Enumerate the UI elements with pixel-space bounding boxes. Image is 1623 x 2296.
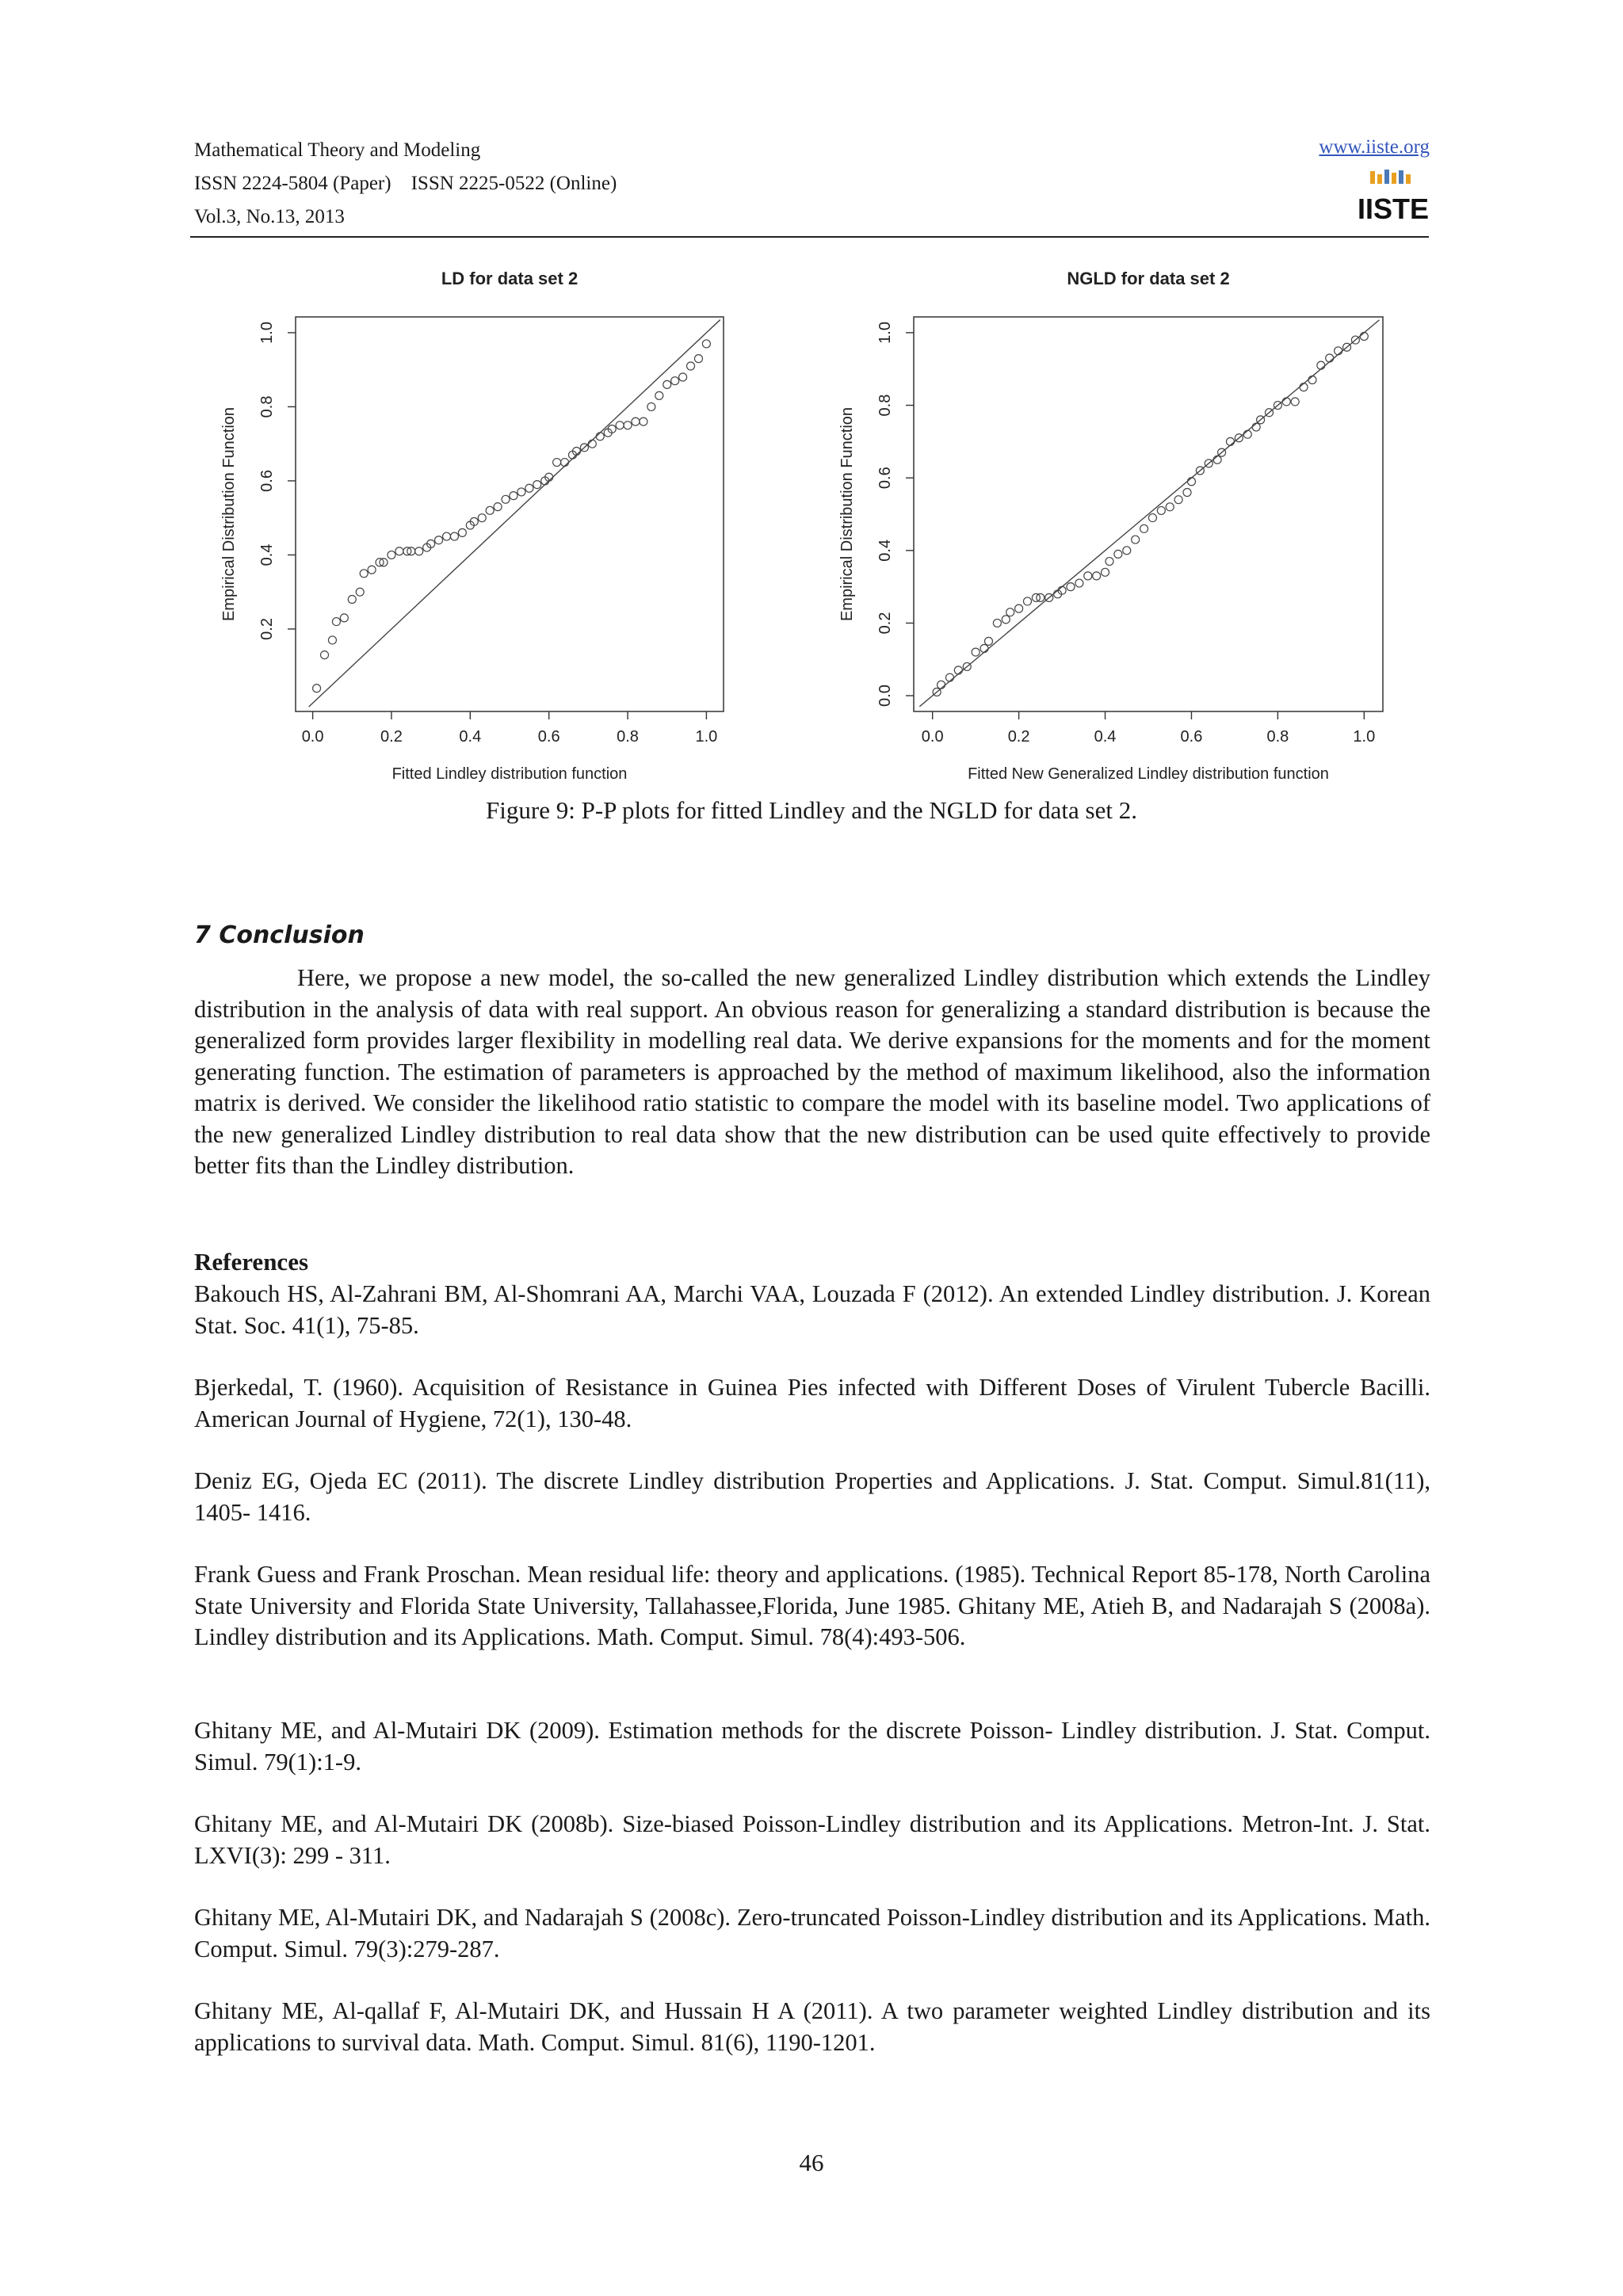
data-point: [596, 433, 604, 441]
x-tick-label: 0.0: [921, 728, 944, 746]
data-point: [360, 570, 368, 578]
data-point: [993, 619, 1001, 627]
data-point: [356, 588, 364, 596]
data-point: [510, 492, 517, 500]
data-point: [458, 528, 466, 536]
data-point: [1317, 361, 1325, 369]
y-axis-label: Empirical Distribution Function: [220, 406, 238, 622]
data-point: [1300, 383, 1308, 391]
y-tick-label: 1.0: [876, 322, 894, 344]
data-point: [1075, 579, 1083, 587]
chart-title: NGLD for data set 2: [1067, 269, 1230, 288]
section-heading: 7 Conclusion: [194, 921, 365, 949]
data-point: [1291, 398, 1299, 406]
data-point: [663, 380, 671, 388]
references-heading: References: [194, 1248, 309, 1276]
data-point: [486, 506, 494, 514]
data-point: [478, 514, 486, 522]
data-point: [984, 637, 992, 645]
data-point: [332, 618, 340, 626]
data-point: [1002, 616, 1010, 624]
data-point: [1252, 423, 1260, 431]
figure-caption: Figure 9: P-P plots for fitted Lindley and the NGLD for data set 2.: [486, 796, 1137, 824]
x-tick-label: 0.4: [459, 728, 482, 746]
data-point: [1114, 550, 1122, 558]
data-point: [1123, 547, 1131, 555]
journal-title: Mathematical Theory and Modeling: [194, 139, 481, 161]
data-point: [1226, 437, 1234, 445]
journal-url-link[interactable]: www.iiste.org: [1319, 136, 1430, 158]
data-point: [671, 377, 679, 385]
reference-item: Ghitany ME, Al-Mutairi DK, and Nadarajah S (2008c). Zero-truncated Poisson-Lindley distribution and its Applications. Math. Comput. Simul. 79(3):279-287.: [194, 1904, 1430, 1962]
data-point: [1132, 536, 1140, 543]
reference-item: Ghitany ME, and Al-Mutairi DK (2009). Estimation methods for the discrete Poisson- Lindley distribution. J. Stat. Comput. Simul. 79(1):1-9.: [194, 1717, 1430, 1775]
data-point: [348, 596, 356, 604]
data-point: [494, 503, 502, 511]
reference-item: Ghitany ME, Al-qallaf F, Al-Mutairi DK, and Hussain H A (2011). A two parameter weighted Lindley distribution and its applications to survival data. Math. Comput. Simul. 81(6), 1190-1201.: [194, 1997, 1430, 2056]
data-point: [1140, 524, 1148, 532]
y-tick-label: 0.4: [876, 539, 894, 562]
issn-line: ISSN 2224-5804 (Paper) ISSN 2225-0522 (Online): [194, 173, 617, 194]
y-tick-label: 0.8: [258, 395, 276, 418]
iiste-logo: [1357, 168, 1430, 225]
data-point: [1102, 568, 1109, 576]
data-point: [702, 340, 710, 348]
volume-line: Vol.3, No.13, 2013: [194, 206, 345, 227]
data-point: [1006, 608, 1014, 616]
data-point: [328, 636, 336, 644]
x-tick-label: 0.8: [617, 728, 639, 746]
chart-ld-svg: [210, 261, 765, 792]
logo-text: IISTE: [1357, 193, 1430, 225]
data-point: [1106, 558, 1113, 566]
y-tick-label: 0.6: [876, 467, 894, 490]
y-tick-label: 1.0: [258, 322, 276, 344]
data-point: [435, 536, 443, 544]
data-point: [679, 373, 687, 381]
data-point: [945, 673, 953, 681]
data-point: [972, 648, 980, 656]
data-point: [1024, 597, 1032, 605]
data-point: [1282, 398, 1290, 406]
data-point: [1093, 572, 1101, 580]
data-point: [1157, 506, 1165, 514]
data-point: [687, 362, 695, 370]
reference-item: Bjerkedal, T. (1960). Acquisition of Resistance in Guinea Pies infected with Different Doses of Virulent Tubercle Bacilli. American Journal of Hygiene, 72(1), 130-48.: [194, 1374, 1430, 1432]
x-tick-label: 0.6: [537, 728, 560, 746]
x-tick-label: 1.0: [1353, 728, 1376, 746]
x-tick-label: 0.2: [380, 728, 403, 746]
data-point: [1335, 347, 1342, 355]
y-tick-label: 0.0: [876, 685, 894, 707]
data-point: [395, 547, 403, 555]
data-point: [313, 685, 321, 692]
chart-ngld: [820, 261, 1399, 792]
data-point: [640, 418, 647, 425]
data-point: [1084, 572, 1092, 580]
reference-item: Bakouch HS, Al-Zahrani BM, Al-Shomrani AA, Marchi VAA, Louzada F (2012). An extended Lindley distribution. J. Korean Stat. Soc. 41(1), 75-85.: [194, 1280, 1430, 1339]
data-point: [1360, 333, 1368, 341]
data-point: [368, 566, 376, 574]
reference-item: Frank Guess and Frank Proschan. Mean residual life: theory and applications. (1985). Technical Report 85-178, North Carolina State University and Florida State University, Tallahassee,Florida, June 1985. Ghitany ME, Atieh B, and Nadarajah S (2008a). Lindley distribution and its Applications. Math. Comput. Simul. 78(4):493-506.: [194, 1561, 1430, 1650]
data-point: [647, 402, 655, 410]
data-point: [1187, 478, 1195, 486]
reference-line: [309, 320, 720, 707]
data-point: [1166, 503, 1174, 511]
y-tick-label: 0.2: [876, 612, 894, 635]
data-point: [415, 547, 423, 555]
y-tick-label: 0.2: [258, 618, 276, 640]
data-point: [1183, 489, 1191, 497]
data-point: [954, 666, 962, 674]
data-point: [450, 532, 458, 540]
data-point: [321, 651, 329, 659]
y-axis-label: Empirical Distribution Function: [838, 406, 856, 622]
chart-ld: [210, 261, 765, 792]
data-point: [1308, 376, 1316, 383]
chart-ngld-svg: [820, 261, 1399, 792]
header-divider: [190, 236, 1429, 238]
data-point: [525, 484, 533, 492]
data-point: [624, 421, 632, 429]
data-point: [1015, 605, 1023, 612]
data-point: [1174, 496, 1182, 504]
x-tick-label: 1.0: [695, 728, 718, 746]
chart-title: LD for data set 2: [441, 269, 579, 288]
data-point: [1243, 430, 1251, 438]
reference-item: Ghitany ME, and Al-Mutairi DK (2008b). Size-biased Poisson-Lindley distribution and its Applications. Metron-Int. J. Stat. LXVI(3): 299 - 311.: [194, 1810, 1430, 1869]
data-point: [1213, 456, 1221, 463]
page-number: 46: [799, 2149, 824, 2176]
data-point: [533, 481, 541, 489]
y-tick-label: 0.6: [258, 470, 276, 492]
data-point: [938, 681, 945, 688]
conclusion-paragraph: Here, we propose a new model, the so-called the new generalized Lindley distribution which extends the Lindley distribution in the analysis of data with real support. An obvious reason for generalizing a standard distribution is because the generalized form provides larger flexibility in modelling real data. We derive expansions for the moments and for the moment generating function. The estimation of parameters is approached by the method of maximum likelihood, also the information matrix is derived. We consider the likelihood ratio statistic to compare the model with its baseline model. Two applications of the new generalized Lindley distribution to real data show that the new distribution can be used quite effectively to provide better fits than the Lindley distribution.: [194, 964, 1430, 1179]
x-axis-label: Fitted Lindley distribution function: [391, 765, 628, 783]
x-tick-label: 0.6: [1180, 728, 1203, 746]
data-point: [1067, 583, 1075, 591]
data-point: [616, 421, 624, 429]
data-point: [340, 614, 348, 622]
reference-item: Deniz EG, Ojeda EC (2011). The discrete Lindley distribution Properties and Applications. J. Stat. Comput. Simul.81(11), 1405- 1416.: [194, 1467, 1430, 1526]
data-point: [1326, 354, 1334, 362]
y-tick-label: 0.8: [876, 394, 894, 417]
data-point: [388, 551, 395, 559]
y-tick-label: 0.4: [258, 543, 276, 566]
plot-frame: [296, 317, 724, 711]
data-point: [517, 488, 525, 496]
data-point: [632, 418, 640, 425]
data-point: [553, 459, 561, 467]
data-point: [588, 440, 596, 448]
data-point: [561, 459, 569, 467]
data-point: [694, 355, 702, 363]
x-axis-label: Fitted New Generalized Lindley distribution function: [968, 765, 1329, 783]
data-point: [980, 645, 988, 653]
data-point: [655, 391, 663, 399]
data-point: [443, 532, 451, 540]
x-tick-label: 0.8: [1266, 728, 1289, 746]
x-tick-label: 0.2: [1007, 728, 1030, 746]
x-tick-label: 0.4: [1094, 728, 1117, 746]
x-tick-label: 0.0: [301, 728, 324, 746]
data-point: [502, 495, 510, 503]
data-point: [1148, 514, 1156, 522]
